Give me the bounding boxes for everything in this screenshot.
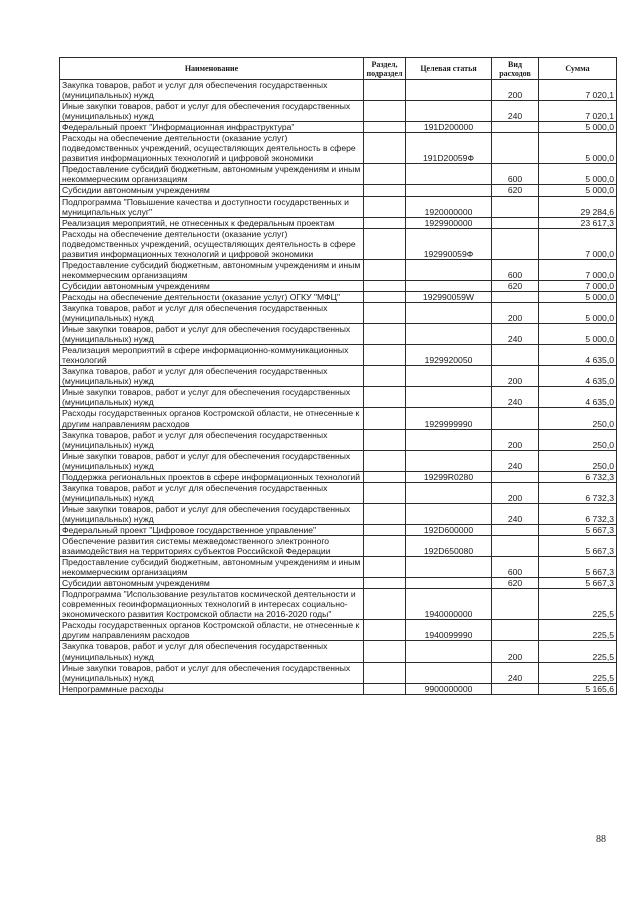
cell-sum: 5 000,0 [539, 164, 617, 185]
cell-section [364, 217, 406, 228]
cell-sum: 5 165,6 [539, 683, 617, 694]
cell-section [364, 620, 406, 641]
cell-target [406, 259, 492, 280]
cell-type: 200 [492, 80, 539, 101]
cell-sum: 5 667,3 [539, 557, 617, 578]
header-sum: Сумма [539, 58, 617, 80]
cell-target [406, 482, 492, 503]
cell-target [406, 429, 492, 450]
cell-sum: 5 000,0 [539, 122, 617, 133]
table-row [60, 471, 617, 482]
table-row [60, 578, 617, 589]
cell-section [364, 101, 406, 122]
cell-target [406, 185, 492, 196]
table-row [60, 450, 617, 471]
table-row [60, 683, 617, 694]
cell-target [406, 101, 492, 122]
cell-section [364, 524, 406, 535]
cell-type: 600 [492, 259, 539, 280]
cell-target: 19299R0280 [406, 471, 492, 482]
cell-type: 620 [492, 578, 539, 589]
cell-name: Расходы на обеспечение деятельности (оказание услуг) подведомственных учреждений, осуществляющих деятельность в сфере развития информационных технологий и цифровой экономики [60, 228, 364, 259]
cell-name: Обеспечение развития системы межведомственного электронного взаимодействия на территориях субъектов Российской Федерации [60, 536, 364, 557]
table-row [60, 133, 617, 164]
cell-section [364, 482, 406, 503]
cell-sum: 5 667,3 [539, 578, 617, 589]
cell-type: 200 [492, 366, 539, 387]
cell-name: Закупка товаров, работ и услуг для обеспечения государственных (муниципальных) нужд [60, 302, 364, 323]
cell-section [364, 280, 406, 291]
table-row [60, 185, 617, 196]
cell-sum: 7 000,0 [539, 259, 617, 280]
table-row [60, 164, 617, 185]
cell-section [364, 589, 406, 620]
budget-table [59, 57, 617, 695]
table-row [60, 196, 617, 217]
cell-name: Подпрограмма "Повышение качества и доступности государственных и муниципальных услуг" [60, 196, 364, 217]
cell-type [492, 217, 539, 228]
cell-type: 240 [492, 324, 539, 345]
cell-name: Иные закупки товаров, работ и услуг для обеспечения государственных (муниципальных) нужд [60, 101, 364, 122]
cell-section [364, 471, 406, 482]
cell-target: 192990059Ф [406, 228, 492, 259]
cell-section [364, 662, 406, 683]
cell-type [492, 536, 539, 557]
cell-section [364, 122, 406, 133]
cell-section [364, 429, 406, 450]
cell-target: 1920000000 [406, 196, 492, 217]
cell-target: 1929900000 [406, 217, 492, 228]
cell-section [364, 196, 406, 217]
cell-section [364, 641, 406, 662]
cell-target: 1940000000 [406, 589, 492, 620]
table-row [60, 259, 617, 280]
cell-sum: 225,5 [539, 641, 617, 662]
cell-section [364, 133, 406, 164]
cell-type: 240 [492, 503, 539, 524]
cell-type: 620 [492, 185, 539, 196]
cell-type [492, 524, 539, 535]
cell-section [364, 324, 406, 345]
table-row [60, 482, 617, 503]
cell-type: 240 [492, 662, 539, 683]
table-row [60, 302, 617, 323]
cell-type: 200 [492, 429, 539, 450]
table-row [60, 557, 617, 578]
cell-target [406, 164, 492, 185]
cell-section [364, 164, 406, 185]
cell-sum: 23 617,3 [539, 217, 617, 228]
cell-sum: 6 732,3 [539, 471, 617, 482]
cell-name: Иные закупки товаров, работ и услуг для обеспечения государственных (муниципальных) нужд [60, 662, 364, 683]
cell-name: Иные закупки товаров, работ и услуг для обеспечения государственных (муниципальных) нужд [60, 450, 364, 471]
cell-name: Иные закупки товаров, работ и услуг для обеспечения государственных (муниципальных) нужд [60, 387, 364, 408]
cell-target [406, 641, 492, 662]
cell-sum: 6 732,3 [539, 482, 617, 503]
cell-sum: 225,5 [539, 662, 617, 683]
cell-section [364, 450, 406, 471]
cell-target [406, 450, 492, 471]
cell-target: 192D600000 [406, 524, 492, 535]
cell-target [406, 387, 492, 408]
table-row [60, 387, 617, 408]
cell-type: 600 [492, 557, 539, 578]
cell-section [364, 228, 406, 259]
cell-type [492, 122, 539, 133]
cell-type [492, 291, 539, 302]
cell-type [492, 471, 539, 482]
cell-target: 191D200000 [406, 122, 492, 133]
cell-name: Предоставление субсидий бюджетным, автономным учреждениям и иным некоммерческим организациям [60, 259, 364, 280]
cell-sum: 225,5 [539, 620, 617, 641]
cell-name: Закупка товаров, работ и услуг для обеспечения государственных (муниципальных) нужд [60, 80, 364, 101]
cell-name: Федеральный проект "Информационная инфраструктура" [60, 122, 364, 133]
table-row [60, 620, 617, 641]
table-row [60, 291, 617, 302]
cell-target [406, 366, 492, 387]
cell-sum: 250,0 [539, 450, 617, 471]
cell-type: 620 [492, 280, 539, 291]
table-row [60, 429, 617, 450]
cell-target [406, 280, 492, 291]
cell-type: 200 [492, 302, 539, 323]
cell-sum: 4 635,0 [539, 366, 617, 387]
cell-target: 1940099990 [406, 620, 492, 641]
table-row [60, 503, 617, 524]
cell-sum: 7 000,0 [539, 228, 617, 259]
table-header-row [60, 58, 617, 80]
table-row [60, 217, 617, 228]
cell-type: 240 [492, 101, 539, 122]
cell-type [492, 683, 539, 694]
cell-name: Предоставление субсидий бюджетным, автономным учреждениям и иным некоммерческим организациям [60, 164, 364, 185]
cell-target: 9900000000 [406, 683, 492, 694]
cell-name: Закупка товаров, работ и услуг для обеспечения государственных (муниципальных) нужд [60, 482, 364, 503]
cell-sum: 5 667,3 [539, 524, 617, 535]
cell-name: Расходы на обеспечение деятельности (оказание услуг) ОГКУ "МФЦ" [60, 291, 364, 302]
cell-sum: 225,5 [539, 589, 617, 620]
cell-section [364, 578, 406, 589]
cell-target: 1929999990 [406, 408, 492, 429]
cell-type: 200 [492, 482, 539, 503]
cell-target [406, 80, 492, 101]
cell-target [406, 662, 492, 683]
cell-name: Реализация мероприятий в сфере информационно-коммуникационных технологий [60, 345, 364, 366]
cell-name: Субсидии автономным учреждениям [60, 578, 364, 589]
cell-name: Расходы государственных органов Костромской области, не отнесенные к другим направлениям расходов [60, 408, 364, 429]
cell-name: Поддержка региональных проектов в сфере информационных технологий [60, 471, 364, 482]
cell-name: Иные закупки товаров, работ и услуг для обеспечения государственных (муниципальных) нужд [60, 324, 364, 345]
cell-type: 240 [492, 450, 539, 471]
cell-section [364, 185, 406, 196]
cell-section [364, 259, 406, 280]
cell-sum: 7 000,0 [539, 280, 617, 291]
table-row [60, 324, 617, 345]
cell-sum: 4 635,0 [539, 387, 617, 408]
cell-name: Иные закупки товаров, работ и услуг для обеспечения государственных (муниципальных) нужд [60, 503, 364, 524]
table-row [60, 662, 617, 683]
header-section: Раздел, подраздел [364, 58, 406, 80]
cell-type [492, 345, 539, 366]
cell-section [364, 683, 406, 694]
cell-sum: 5 000,0 [539, 291, 617, 302]
cell-type [492, 228, 539, 259]
cell-name: Закупка товаров, работ и услуг для обеспечения государственных (муниципальных) нужд [60, 429, 364, 450]
cell-target [406, 578, 492, 589]
cell-type [492, 620, 539, 641]
table-row [60, 536, 617, 557]
cell-sum: 29 284,6 [539, 196, 617, 217]
cell-section [364, 302, 406, 323]
cell-sum: 5 667,3 [539, 536, 617, 557]
cell-section [364, 536, 406, 557]
cell-target: 192D650080 [406, 536, 492, 557]
cell-type [492, 133, 539, 164]
cell-section [364, 387, 406, 408]
cell-sum: 7 020,1 [539, 80, 617, 101]
cell-section [364, 291, 406, 302]
table-row [60, 228, 617, 259]
cell-name: Реализация мероприятий, не отнесенных к федеральным проектам [60, 217, 364, 228]
header-target: Целевая статья [406, 58, 492, 80]
cell-target [406, 324, 492, 345]
cell-section [364, 80, 406, 101]
table-row [60, 589, 617, 620]
cell-name: Подпрограмма "Использование результатов космической деятельности и современных геоинформационных технологий в интересах социально-экономического развития Костромской области на 2016-2020 годы" [60, 589, 364, 620]
cell-name: Субсидии автономным учреждениям [60, 185, 364, 196]
cell-type: 200 [492, 641, 539, 662]
cell-target [406, 557, 492, 578]
cell-sum: 6 732,3 [539, 503, 617, 524]
cell-section [364, 503, 406, 524]
table-row [60, 408, 617, 429]
table-row [60, 101, 617, 122]
cell-target [406, 503, 492, 524]
page-number: 88 [596, 834, 606, 845]
table-row [60, 122, 617, 133]
table-row [60, 641, 617, 662]
cell-target [406, 302, 492, 323]
cell-type [492, 589, 539, 620]
table-row [60, 345, 617, 366]
header-type: Вид расходов [492, 58, 539, 80]
table-row [60, 280, 617, 291]
cell-name: Федеральный проект "Цифровое государственное управление" [60, 524, 364, 535]
cell-name: Расходы государственных органов Костромской области, не отнесенные к другим направлениям расходов [60, 620, 364, 641]
table-row [60, 524, 617, 535]
cell-name: Предоставление субсидий бюджетным, автономным учреждениям и иным некоммерческим организациям [60, 557, 364, 578]
cell-name: Закупка товаров, работ и услуг для обеспечения государственных (муниципальных) нужд [60, 641, 364, 662]
cell-name: Субсидии автономным учреждениям [60, 280, 364, 291]
cell-section [364, 557, 406, 578]
cell-sum: 7 020,1 [539, 101, 617, 122]
table-row [60, 366, 617, 387]
cell-sum: 5 000,0 [539, 324, 617, 345]
cell-name: Непрограммные расходы [60, 683, 364, 694]
cell-sum: 5 000,0 [539, 133, 617, 164]
table-row [60, 80, 617, 101]
document-page [59, 57, 616, 695]
cell-section [364, 366, 406, 387]
cell-name: Расходы на обеспечение деятельности (оказание услуг) подведомственных учреждений, осуществляющих деятельность в сфере развития информационных технологий и цифровой экономики [60, 133, 364, 164]
cell-sum: 250,0 [539, 429, 617, 450]
cell-type [492, 408, 539, 429]
cell-target: 191D20059Ф [406, 133, 492, 164]
cell-type: 240 [492, 387, 539, 408]
header-name: Наименование [60, 58, 364, 80]
cell-target: 1929920050 [406, 345, 492, 366]
cell-section [364, 408, 406, 429]
table-body [60, 80, 617, 695]
cell-name: Закупка товаров, работ и услуг для обеспечения государственных (муниципальных) нужд [60, 366, 364, 387]
cell-sum: 250,0 [539, 408, 617, 429]
cell-type [492, 196, 539, 217]
cell-type: 600 [492, 164, 539, 185]
cell-sum: 5 000,0 [539, 185, 617, 196]
cell-sum: 4 635,0 [539, 345, 617, 366]
cell-section [364, 345, 406, 366]
cell-target: 192990059W [406, 291, 492, 302]
cell-sum: 5 000,0 [539, 302, 617, 323]
